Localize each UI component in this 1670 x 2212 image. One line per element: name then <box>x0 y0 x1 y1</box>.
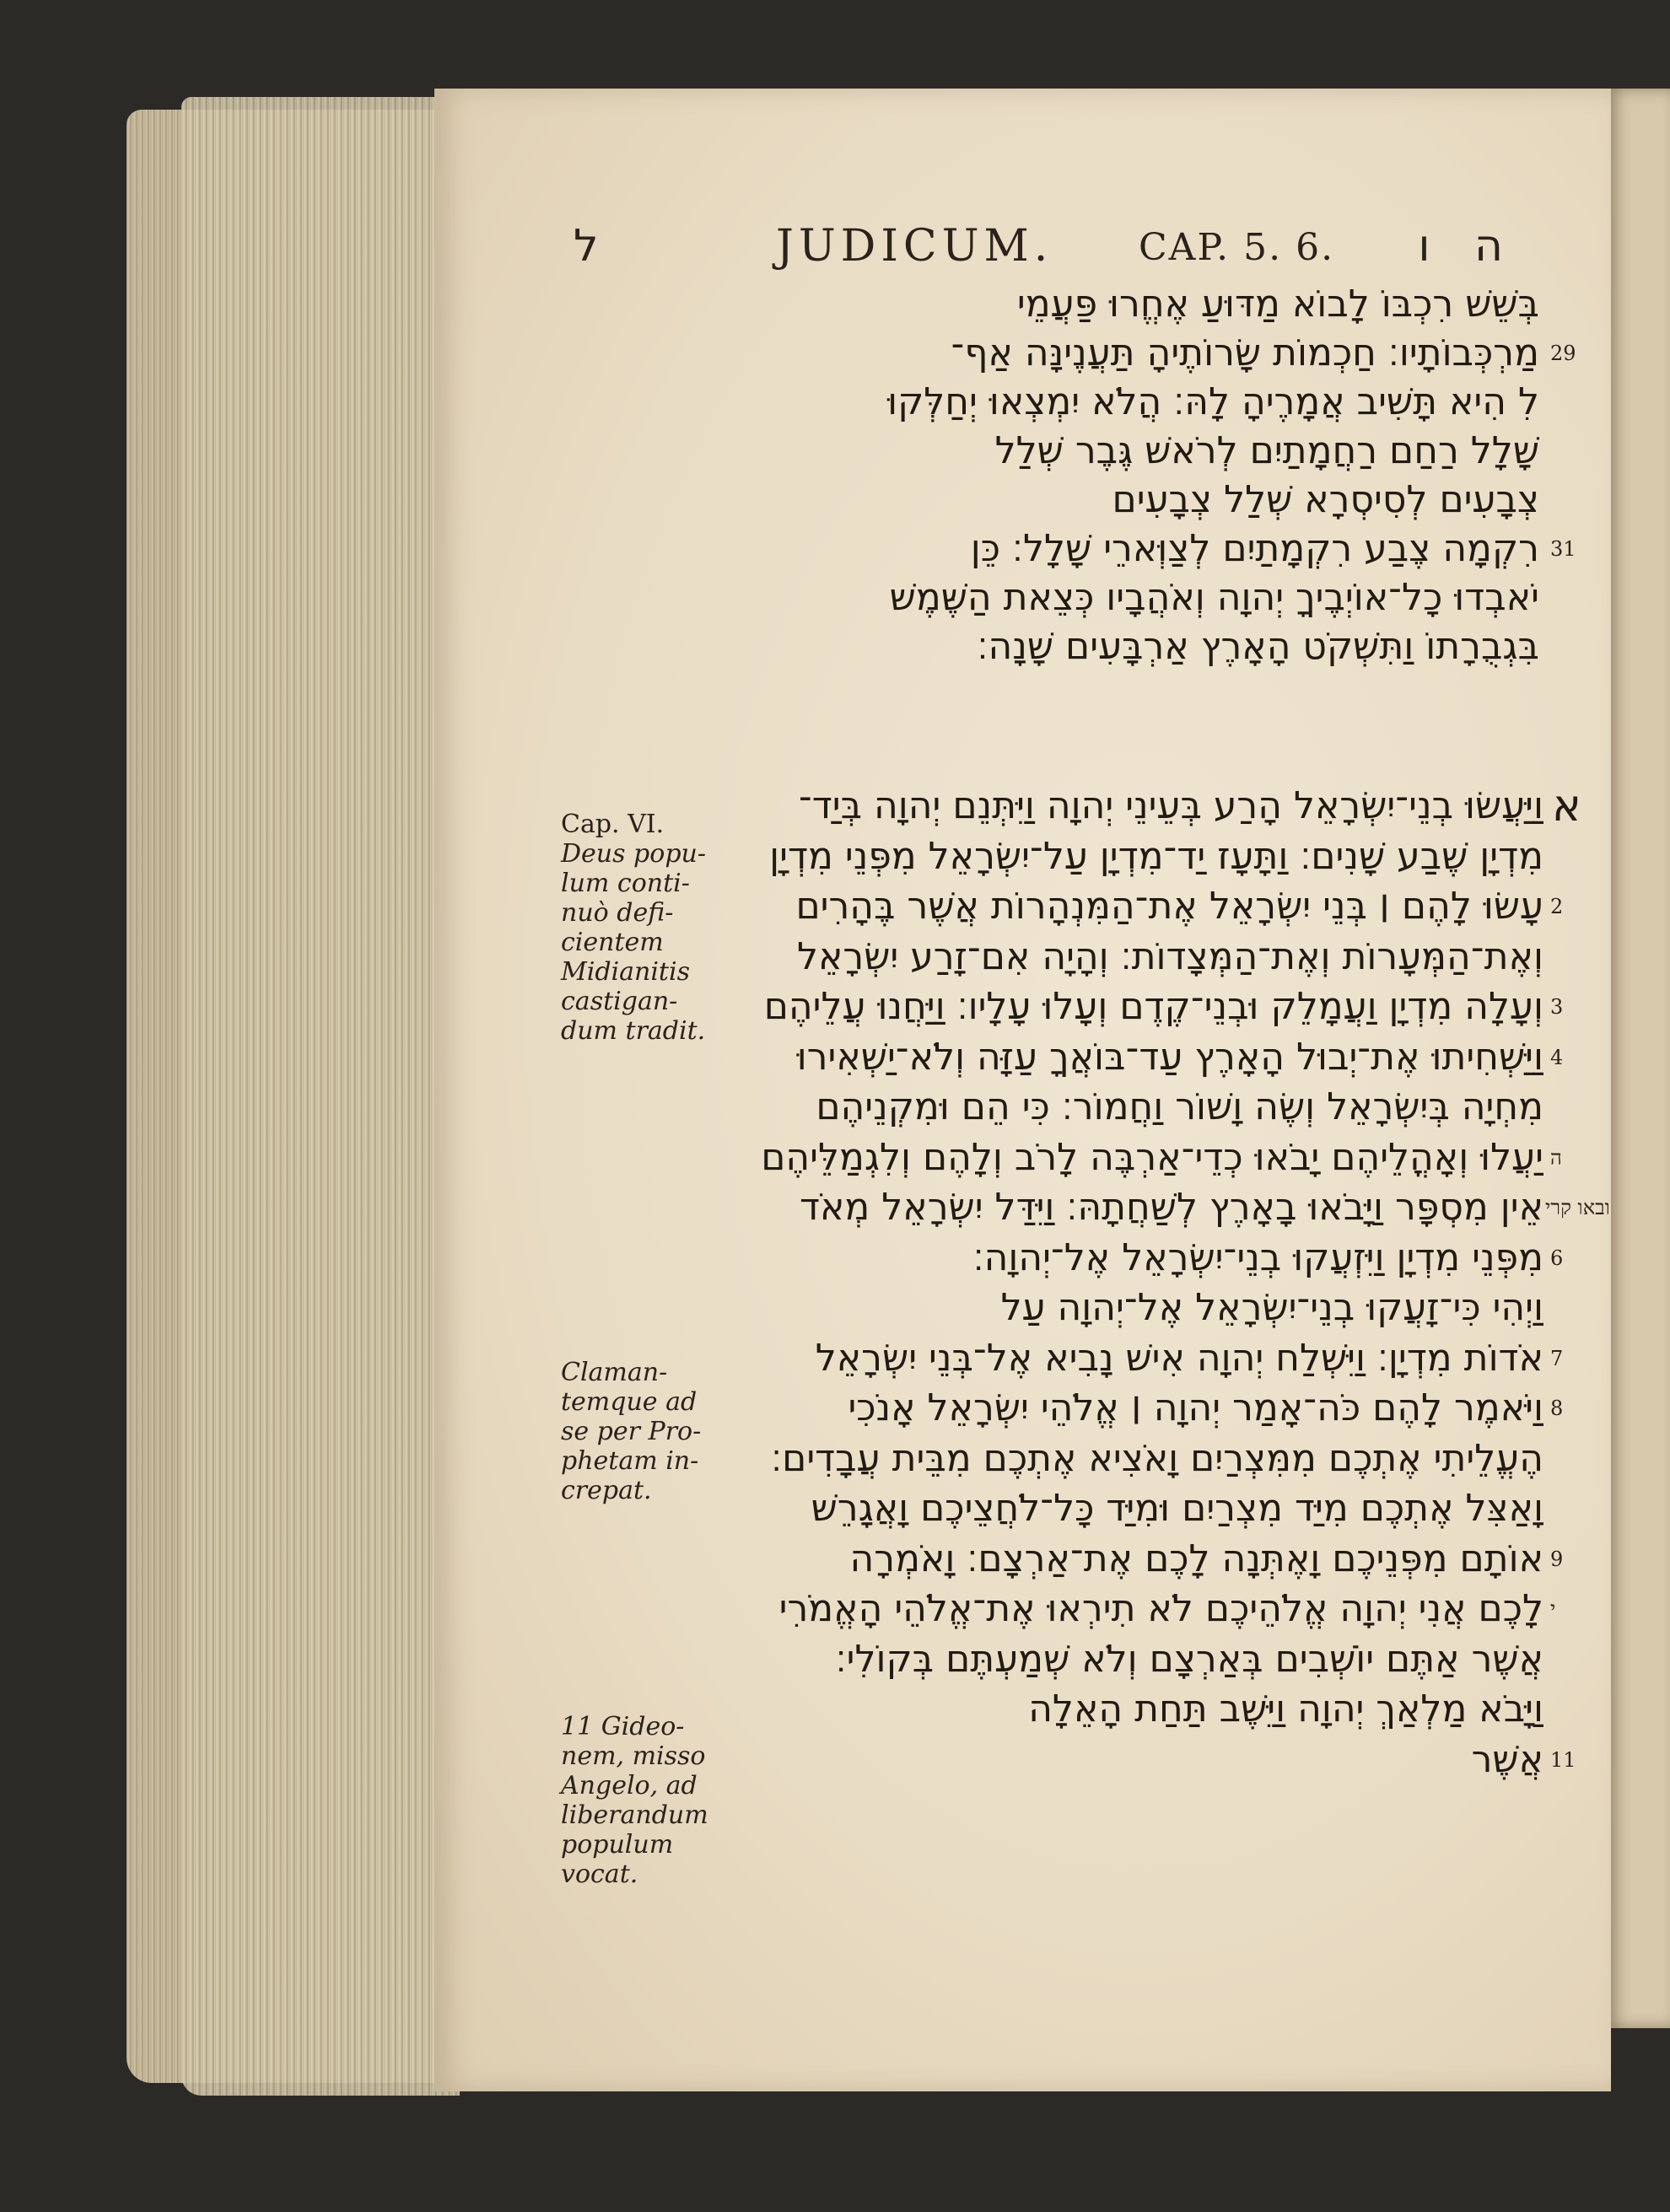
margin-gloss <box>561 1358 730 1505</box>
gloss-line: nem, misso <box>561 1741 706 1771</box>
chapter-line: וַיַּעֲשׂוּ בְנֵי־יִשְׂרָאֵל הָרַע בְּעֵינֵי יְהוָה וַיִּתְּנֵם יְהוָה בְּיַד־ <box>798 784 1543 827</box>
gloss-line: dum tradit. <box>561 1016 706 1046</box>
gloss-line: liberandum <box>561 1800 708 1830</box>
song-line: לִ הִיא תָּשִׁיב אֲמָרֶיהָ לָהּ׃ הֲלֹא יִמְצְאוּ יְחַלְּקוּ <box>887 380 1539 423</box>
chapter-line: וַיֹּאמֶר לָהֶם כֹּה־אָמַר יְהוָה ׀ אֱלֹהֵי יִשְׂרָאֵל אָנֹכִי <box>848 1386 1543 1429</box>
gloss-line: temque ad <box>561 1387 698 1417</box>
chapter-verse-number: 2 <box>1550 895 1564 918</box>
gloss-line: Midianitis <box>561 957 690 987</box>
gloss-line: lum conti- <box>561 869 690 898</box>
chapter-line: וְאֶת־הַמְּעָרוֹת וְאֶת־הַמְּצָדוֹת׃ וְהָיָה אִם־זָרַע יִשְׂרָאֵל <box>796 934 1543 978</box>
chapter-line: וַיָּבֹא מַלְאַךְ יְהוָה וַיֵּשֶׁב תַּחַת הָאֵלָה <box>1028 1687 1543 1730</box>
chapter-line: הֶעֱלֵיתִי אֶתְכֶם מִמִּצְרַיִם וָאֹצִיא אֶתְכֶם מִבֵּית עֲבָדִים׃ <box>771 1436 1543 1480</box>
gloss-line: 11 Gideo- <box>561 1712 685 1741</box>
song-line: מַרְכְּבוֹתָיו׃ חַכְמוֹת שָׂרוֹתֶיהָ תַּעֲנֶינָּה אַף־ <box>951 331 1539 374</box>
chapter-line: וָאַצִּל אֶתְכֶם מִיַּד מִצְרַיִם וּמִיַּד כָּל־לֹחֲצֵיכֶם וָאֲגָרֵשׁ <box>811 1487 1543 1530</box>
chapter-verse-number: 4 <box>1550 1045 1564 1069</box>
chapter-verse-number: 8 <box>1550 1397 1564 1420</box>
chapter-line: וְעָלָה מִדְיָן וַעֲמָלֵק וּבְנֵי־קֶדֶם וְעָלוּ עָלָיו׃ וַיַּחֲנוּ עֲלֵיהֶם <box>763 985 1543 1028</box>
chapter-line: וַיַּשְׁחִיתוּ אֶת־יְבוּל הָאָרֶץ עַד־בּוֹאֲךָ עַזָּה וְלֹא־יַשְׁאִירוּ <box>796 1035 1543 1079</box>
gloss-line: Deus popu- <box>561 839 706 869</box>
chapter-line: עָשׂוּ לָהֶם ׀ בְּנֵי יִשְׂרָאֵל אֶת־הַמִּנְהָרוֹת אֲשֶׁר בֶּהָרִים <box>795 885 1543 928</box>
chapter-verse-number: 9 <box>1550 1547 1564 1571</box>
chapter-line: אֵין מִסְפָּר וַיָּבֹאוּ בָאָרֶץ לְשַׁחֲתָהּ׃ וַיִּדַּל יִשְׂרָאֵל מְאֹד <box>800 1186 1543 1229</box>
chapter-verse-number: 3 <box>1550 995 1564 1019</box>
running-header <box>557 221 1535 280</box>
chapter-line: מִדְיָן שֶׁבַע שָׁנִים׃ וַתָּעָז יַד־מִדְיָן עַל־יִשְׂרָאֵל מִפְּנֵי מִדְיָן <box>769 834 1543 878</box>
chapter-line: מִחְיָה בְּיִשְׂרָאֵל וְשֶׂה וָשׁוֹר וַחֲמוֹר׃ כִּי הֵם וּמִקְנֵיהֶם <box>816 1085 1543 1128</box>
facing-page-edge <box>1607 89 1670 2028</box>
gloss-line: Angelo, ad <box>561 1771 698 1800</box>
gloss-line: castigan- <box>561 987 678 1016</box>
margin-gloss <box>561 1712 730 1889</box>
song-line: בְּשֵׁשׁ רִכְבּוֹ לָבוֹא מַדּוּעַ אֶחֱרוּ פַּעֲמֵי <box>1016 283 1539 326</box>
chapter-reference: CAP. 5. 6. <box>1139 226 1335 269</box>
chapter-initial-letter: א <box>1552 781 1581 832</box>
margin-gloss <box>561 810 730 1046</box>
gloss-line: nuò defi- <box>561 898 674 928</box>
folio-number: ל <box>574 221 604 272</box>
song-verse-number: 31 <box>1550 537 1576 561</box>
song-line: יֹאבְדוּ כָל־אוֹיְבֶיךָ יְהוָה וְאֹהֲבָיו כְּצֵאת הַשֶּׁמֶשׁ <box>889 576 1539 619</box>
gloss-line: Cap. VI. <box>561 810 665 839</box>
chapter-line: אֲשֶׁר אַתֶּם יוֹשְׁבִים בְּאַרְצָם וְלֹא שְׁמַעְתֶּם בְּקוֹלִי׃ <box>835 1637 1543 1681</box>
song-line: צְבָעִים לְסִיסְרָא שְׁלַל צְבָעִים <box>1112 478 1539 521</box>
song-line: שָׁלָל רַחַם רַחֲמָתַיִם לְרֹאשׁ גֶּבֶר שְׁלַל <box>994 429 1539 472</box>
gloss-line: populum <box>561 1830 674 1859</box>
chapter-line: אֹדוֹת מִדְיָן׃ וַיִּשְׁלַח יְהוָה אִישׁ נָבִיא אֶל־בְּנֵי יִשְׂרָאֵל <box>815 1336 1543 1380</box>
chapter-verse-number: 7 <box>1550 1346 1564 1370</box>
chapter-verse-number: י <box>1550 1597 1556 1621</box>
chapter-line: יַעֲלוּ וְאָהֳלֵיהֶם יָבֹאוּ כְדֵי־אַרְבֶּה לָרֹב וְלָהֶם וְלִגְמַלֵּיהֶם <box>761 1135 1543 1179</box>
book-title: JUDICUM. <box>776 221 1053 272</box>
chapter-line: מִפְּנֵי מִדְיָן וַיִּזְעֲקוּ בְנֵי־יִשְׂרָאֵל אֶל־יְהוָה׃ <box>972 1235 1543 1279</box>
chapter-line: אוֹתָם מִפְּנֵיכֶם וָאֶתְּנָה לָכֶם אֶת־אַרְצָם׃ וָאֹמְרָה <box>849 1537 1543 1580</box>
page-block-edges-inner <box>181 97 460 2096</box>
chapter-line: וַיְהִי כִּי־זָעֲקוּ בְנֵי־יִשְׂרָאֵל אֶל־יְהוָה עַל <box>1000 1286 1543 1329</box>
gloss-line: se per Pro- <box>561 1417 702 1446</box>
chapter-verse-number: ה <box>1550 1145 1562 1170</box>
gloss-line: phetam in- <box>561 1446 699 1476</box>
chapter-line: לָכֶם אֲנִי יְהוָה אֱלֹהֵיכֶם לֹא תִירְאוּ אֶת־אֱלֹהֵי הָאֱמֹרִי <box>778 1587 1543 1630</box>
song-verse-number: 29 <box>1550 342 1576 365</box>
chapter-verse-number: ובאו קרי <box>1545 1196 1610 1219</box>
song-line: בִּגְבֻרָתוֹ וַתִּשְׁקֹט הָאָרֶץ אַרְבָּעִים שָׁנָה׃ <box>977 625 1539 668</box>
song-line: רִקְמָה צֶבַע רִקְמָתַיִם לְצַוְּארֵי שָׁלָל׃ כֵּן <box>970 527 1539 570</box>
gloss-line: vocat. <box>561 1859 638 1889</box>
gloss-line: crepat. <box>561 1476 652 1505</box>
chapter-line: אֲשֶׁר <box>1471 1737 1543 1781</box>
chapter-verse-number: 11 <box>1550 1747 1576 1772</box>
gloss-line: Claman- <box>561 1358 668 1387</box>
chapter-verse-number: 6 <box>1550 1246 1564 1270</box>
hebrew-chapter-letters: ה ו <box>1418 221 1518 272</box>
gloss-line: cientem <box>561 928 664 957</box>
